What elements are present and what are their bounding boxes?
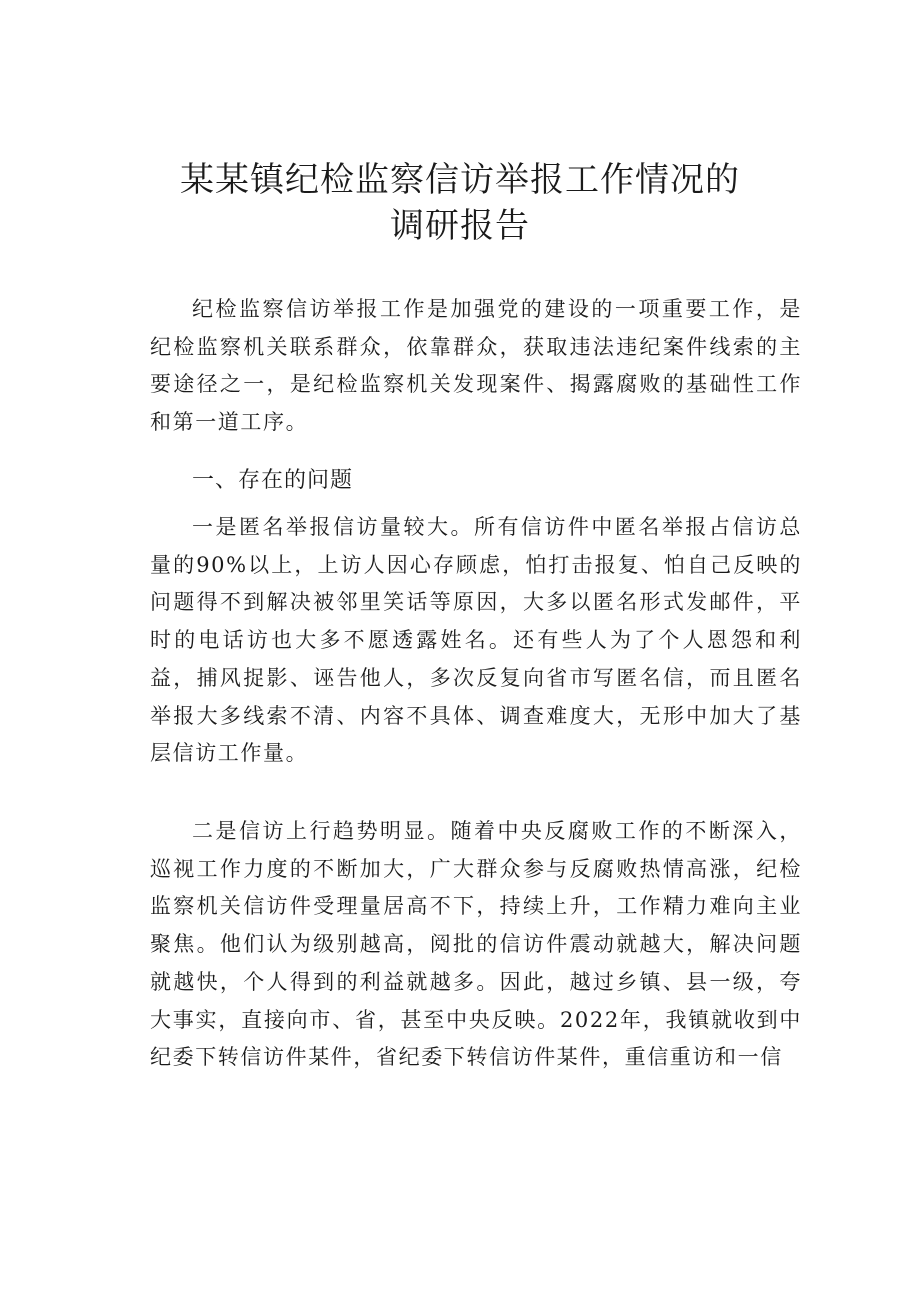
- section-heading-problems: 一、存在的问题: [192, 468, 354, 493]
- paragraph-point-2: 二是信访上行趋势明显。随着中央反腐败工作的不断深入，巡视工作力度的不断加大，广大群众参与反腐败热情高涨，纪检监察机关信访件受理量居高不下，持续上升，工作精力难向主业聚焦。他们认为级别越高，阅批的信访件震动就越大，解决问题就越快，个人得到的利益就越多。因此，越过乡镇、县一级，夸大事实，直接向市、省，甚至中央反映。2022年，我镇就收到中纪委下转信访件某件，省纪委下转信访件某件，重信重访和一信: [150, 819, 802, 1070]
- document-title-line-2: 调研报告: [390, 206, 530, 246]
- paragraph-point-1: 一是匿名举报信访量较大。所有信访件中匿名举报占信访总量的90%以上，上访人因心存顾虑，怕打击报复、怕自己反映的问题得不到解决被邻里笑话等原因，大多以匿名形式发邮件，平时的电话访也大多不愿透露姓名。还有些人为了个人恩怨和利益，捕风捉影、诬告他人，多次反复向省市写匿名信，而且匿名举报大多线索不清、内容不具体、调查难度大，无形中加大了基层信访工作量。: [150, 515, 802, 766]
- document-title-line-1: 某某镇纪检监察信访举报工作情况的: [180, 160, 740, 200]
- intro-paragraph: 纪检监察信访举报工作是加强党的建设的一项重要工作，是纪检监察机关联系群众，依靠群众，获取违法违纪案件线索的主要途径之一，是纪检监察机关发现案件、揭露腐败的基础性工作和第一道工序。: [150, 297, 802, 435]
